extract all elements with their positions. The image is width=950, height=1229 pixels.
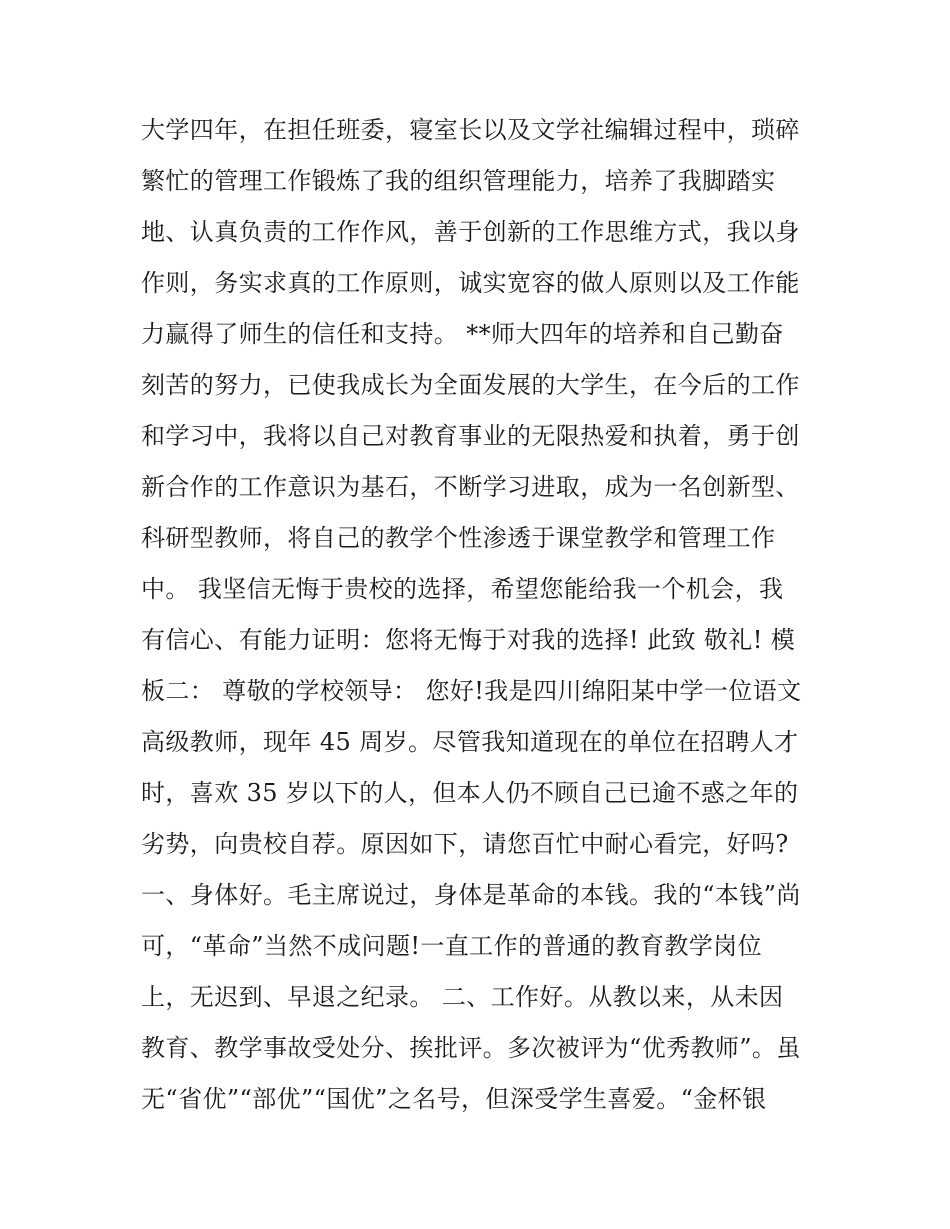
text-line-19: 教育、教学事故受处分、挨批评。多次被评为“优秀教师”。虽 xyxy=(141,1034,801,1062)
text-line-8: 新合作的工作意识为基石，不断学习进取，成为一名创新型、 xyxy=(141,473,800,501)
text-line-9: 科研型教师，将自己的教学个性渗透于课堂教学和管理工作 xyxy=(141,524,776,552)
text-line-7: 和学习中，我将以自己对教育事业的无限热爱和执着，勇于创 xyxy=(141,422,800,450)
text-line-16: 一、身体好。毛主席说过，身体是革命的本钱。我的“本钱”尚 xyxy=(141,881,801,909)
text-line-13: 高级教师，现年 45 周岁。尽管我知道现在的单位在招聘人才 xyxy=(141,728,799,756)
text-line-14: 时，喜欢 35 岁以下的人，但本人仍不顾自己已逾不惑之年的 xyxy=(141,779,799,807)
text-line-15: 劣势，向贵校自荐。原因如下，请您百忙中耐心看完，好吗? xyxy=(141,830,789,858)
text-line-4: 作则，务实求真的工作原则，诚实宽容的做人原则以及工作能 xyxy=(141,269,800,297)
text-line-11: 有信心、有能力证明：您将无悔于对我的选择! 此致 敬礼! 模 xyxy=(141,626,796,654)
text-line-20: 无“省优”“部优”“国优”之名号，但深受学生喜爱。“金杯银 xyxy=(141,1085,767,1113)
text-line-3: 地、认真负责的工作作风，善于创新的工作思维方式，我以身 xyxy=(141,218,800,246)
text-line-18: 上，无迟到、早退之纪录。 二、工作好。从教以来，从未因 xyxy=(141,983,784,1011)
text-line-1: 大学四年，在担任班委，寝室长以及文学社编辑过程中，琐碎 xyxy=(141,116,800,144)
text-line-2: 繁忙的管理工作锻炼了我的组织管理能力，培养了我脚踏实 xyxy=(141,167,776,195)
text-line-17: 可，“革命”当然不成问题!一直工作的普通的教育教学岗位 xyxy=(141,932,762,960)
text-line-5: 力赢得了师生的信任和支持。 **师大四年的培养和自己勤奋 xyxy=(141,320,784,348)
text-line-6: 刻苦的努力，已使我成长为全面发展的大学生，在今后的工作 xyxy=(141,371,800,399)
text-line-12: 板二： 尊敬的学校领导： 您好!我是四川绵阳某中学一位语文 xyxy=(141,677,802,705)
document-body-text xyxy=(141,105,821,1125)
text-line-10: 中。 我坚信无悔于贵校的选择，希望您能给我一个机会，我 xyxy=(141,575,784,603)
